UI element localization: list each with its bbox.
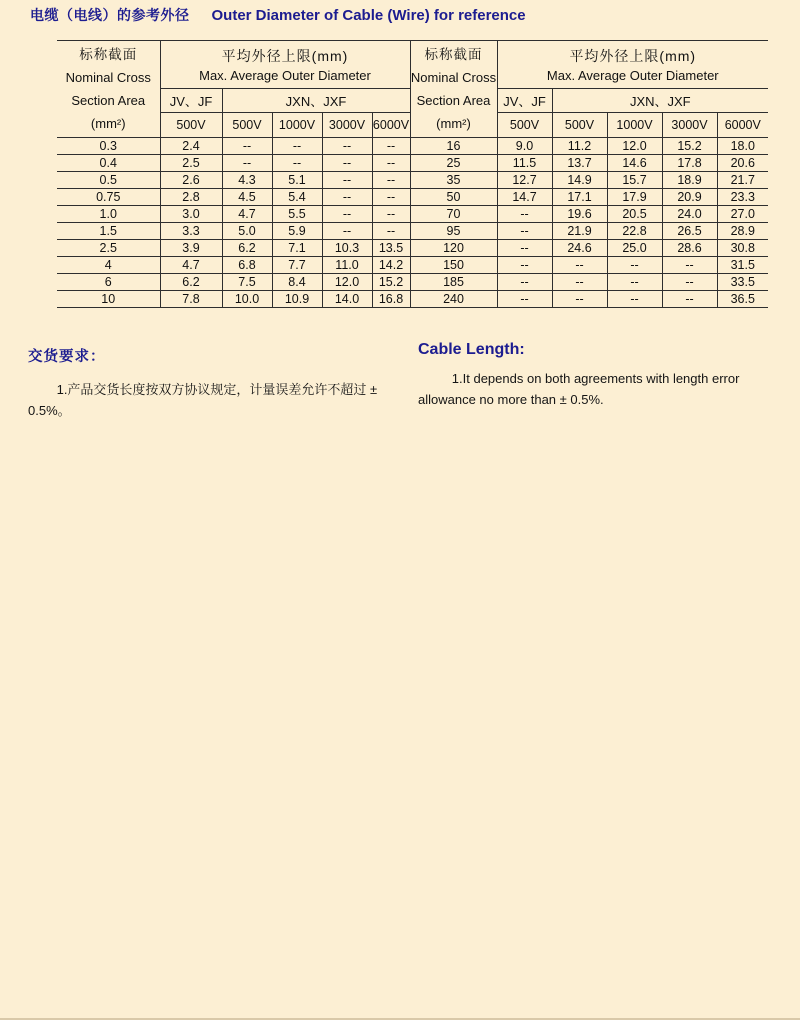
table-cell: 5.4	[272, 189, 322, 206]
table-cell: --	[372, 172, 410, 189]
table-cell: 15.2	[372, 274, 410, 291]
table-cell: --	[322, 172, 372, 189]
delivery-requirements-note	[28, 345, 408, 422]
table-cell: 26.5	[662, 223, 717, 240]
table-cell: 22.8	[607, 223, 662, 240]
table-cell: 95	[410, 223, 497, 240]
table-cell: --	[607, 257, 662, 274]
table-cell: 6.2	[222, 240, 272, 257]
max-avg-outer-diameter-header-right	[497, 41, 768, 89]
table-cell: 2.5	[57, 240, 160, 257]
table-row	[57, 257, 768, 274]
table-cell: 25.0	[607, 240, 662, 257]
table-cell: 12.0	[607, 138, 662, 155]
table-cell: 7.7	[272, 257, 322, 274]
table-cell: 2.8	[160, 189, 222, 206]
table-cell: 11.5	[497, 155, 552, 172]
page-title-chinese: 电缆（电线）的参考外径	[30, 7, 190, 23]
table-row	[57, 223, 768, 240]
table-cell: 185	[410, 274, 497, 291]
table-cell: 3.9	[160, 240, 222, 257]
page-title	[30, 5, 526, 25]
table-cell: --	[552, 274, 607, 291]
cable-length-heading: Cable Length:	[418, 341, 525, 358]
table-cell: 36.5	[717, 291, 768, 308]
table-cell: 240	[410, 291, 497, 308]
delivery-requirements-text: 1.产品交货长度按双方协议规定，计量误差允许不超过 ± 0.5%。	[28, 382, 378, 419]
table-cell: 13.7	[552, 155, 607, 172]
table-cell: --	[607, 274, 662, 291]
table-row	[57, 240, 768, 257]
header-line: (mm²)	[90, 116, 126, 131]
voltage-header: 3000V	[322, 113, 372, 138]
max-avg-outer-diameter-header-left	[160, 41, 410, 89]
voltage-header: 3000V	[662, 113, 717, 138]
table-cell: 23.3	[717, 189, 768, 206]
group-jxn-jxf-right: JXN、JXF	[552, 89, 768, 113]
table-cell: 20.6	[717, 155, 768, 172]
table-row	[57, 155, 768, 172]
table-cell: 11.0	[322, 257, 372, 274]
table-cell: 19.6	[552, 206, 607, 223]
group-jv-jf-right: JV、JF	[497, 89, 552, 113]
table-cell: 150	[410, 257, 497, 274]
table-cell: 50	[410, 189, 497, 206]
table-cell: --	[607, 291, 662, 308]
table-cell: --	[272, 138, 322, 155]
table-cell: --	[497, 223, 552, 240]
header-line: 平均外径上限(mm)	[221, 47, 349, 64]
table-cell: 35	[410, 172, 497, 189]
table-cell: --	[272, 155, 322, 172]
table-cell: 10	[57, 291, 160, 308]
table-cell: 2.4	[160, 138, 222, 155]
table-cell: 21.7	[717, 172, 768, 189]
table-cell: 27.0	[717, 206, 768, 223]
table-cell: 17.1	[552, 189, 607, 206]
table-cell: 16.8	[372, 291, 410, 308]
header-line: Nominal Cross	[410, 70, 497, 85]
delivery-requirements-heading: 交货要求：	[28, 349, 106, 365]
table-cell: 10.9	[272, 291, 322, 308]
table-cell: 16	[410, 138, 497, 155]
table-cell: 14.2	[372, 257, 410, 274]
table-row	[57, 138, 768, 155]
voltage-header: 500V	[497, 113, 552, 138]
nominal-cross-section-header-right	[410, 41, 497, 138]
table-cell: --	[552, 257, 607, 274]
table-cell: --	[322, 155, 372, 172]
table-cell: 0.75	[57, 189, 160, 206]
voltage-header: 500V	[222, 113, 272, 138]
table-cell: 3.3	[160, 223, 222, 240]
table-cell: 20.9	[662, 189, 717, 206]
table-cell: 0.5	[57, 172, 160, 189]
table-cell: 7.5	[222, 274, 272, 291]
table-body	[57, 138, 768, 308]
table-cell: --	[497, 206, 552, 223]
table-cell: 4.7	[160, 257, 222, 274]
table-cell: 120	[410, 240, 497, 257]
header-line: Section Area	[416, 93, 491, 108]
table-cell: 0.3	[57, 138, 160, 155]
group-jv-jf-left: JV、JF	[160, 89, 222, 113]
header-line: Max. Average Outer Diameter	[199, 67, 371, 83]
voltage-header: 6000V	[717, 113, 768, 138]
table-cell: 28.9	[717, 223, 768, 240]
table-cell: 20.5	[607, 206, 662, 223]
table-cell: --	[222, 155, 272, 172]
table-cell: 25	[410, 155, 497, 172]
table-cell: --	[322, 138, 372, 155]
table-cell: --	[322, 223, 372, 240]
table-cell: --	[322, 189, 372, 206]
table-cell: 18.9	[662, 172, 717, 189]
table-cell: 7.1	[272, 240, 322, 257]
table-cell: 5.1	[272, 172, 322, 189]
table-cell: 13.5	[372, 240, 410, 257]
cable-length-note	[418, 341, 780, 411]
voltage-header: 500V	[160, 113, 222, 138]
table-cell: 5.5	[272, 206, 322, 223]
table-cell: 24.6	[552, 240, 607, 257]
header-row-1	[57, 41, 768, 89]
table-cell: --	[552, 291, 607, 308]
table-cell: 4.7	[222, 206, 272, 223]
table-cell: 33.5	[717, 274, 768, 291]
table-cell: 28.6	[662, 240, 717, 257]
voltage-header: 1000V	[272, 113, 322, 138]
table-cell: --	[222, 138, 272, 155]
table-cell: 7.8	[160, 291, 222, 308]
table-cell: 14.7	[497, 189, 552, 206]
table-cell: --	[662, 291, 717, 308]
table-cell: 17.8	[662, 155, 717, 172]
header-line: Section Area	[71, 93, 146, 108]
nominal-cross-section-header-left	[57, 41, 160, 138]
table-cell: 12.0	[322, 274, 372, 291]
voltage-header: 500V	[552, 113, 607, 138]
table-cell: --	[662, 274, 717, 291]
table-cell: 18.0	[717, 138, 768, 155]
voltage-header: 1000V	[607, 113, 662, 138]
table-row	[57, 189, 768, 206]
table-cell: 5.0	[222, 223, 272, 240]
table-row	[57, 291, 768, 308]
table-cell: 1.0	[57, 206, 160, 223]
table-cell: 15.2	[662, 138, 717, 155]
header-line: 平均外径上限(mm)	[569, 47, 697, 64]
table-cell: --	[372, 189, 410, 206]
table-cell: 15.7	[607, 172, 662, 189]
table-cell: 3.0	[160, 206, 222, 223]
table-cell: 2.6	[160, 172, 222, 189]
table-cell: 10.3	[322, 240, 372, 257]
header-line: Nominal Cross	[65, 70, 151, 85]
voltage-header: 6000V	[372, 113, 410, 138]
table-cell: --	[497, 274, 552, 291]
table-cell: 0.4	[57, 155, 160, 172]
table-cell: --	[497, 240, 552, 257]
group-jxn-jxf-left: JXN、JXF	[222, 89, 410, 113]
table-cell: 17.9	[607, 189, 662, 206]
table-cell: 14.0	[322, 291, 372, 308]
table-cell: 9.0	[497, 138, 552, 155]
table-cell: 6.2	[160, 274, 222, 291]
table-cell: --	[497, 291, 552, 308]
table-cell: 6.8	[222, 257, 272, 274]
table-cell: 2.5	[160, 155, 222, 172]
table-cell: --	[372, 155, 410, 172]
table-cell: 4	[57, 257, 160, 274]
header-line: Max. Average Outer Diameter	[546, 67, 719, 83]
table-cell: 30.8	[717, 240, 768, 257]
page-title-english: Outer Diameter of Cable (Wire) for reference	[211, 7, 526, 24]
table-cell: 14.6	[607, 155, 662, 172]
table-cell: 14.9	[552, 172, 607, 189]
header-line: (mm²)	[436, 116, 471, 131]
table-cell: 6	[57, 274, 160, 291]
table-cell: 8.4	[272, 274, 322, 291]
table-cell: --	[322, 206, 372, 223]
table-cell: 10.0	[222, 291, 272, 308]
table-cell: 5.9	[272, 223, 322, 240]
header-line: 标称截面	[424, 47, 483, 62]
table-row	[57, 274, 768, 291]
table-row	[57, 206, 768, 223]
table-cell: 12.7	[497, 172, 552, 189]
table-cell: 4.3	[222, 172, 272, 189]
table-cell: 31.5	[717, 257, 768, 274]
table-cell: --	[372, 206, 410, 223]
table-cell: 11.2	[552, 138, 607, 155]
table-cell: 24.0	[662, 206, 717, 223]
table-cell: --	[372, 223, 410, 240]
table-cell: --	[497, 257, 552, 274]
table-cell: --	[372, 138, 410, 155]
outer-diameter-table	[57, 40, 768, 308]
cable-length-text: 1.It depends on both agreements with length error allowance no more than ± 0.5%.	[418, 371, 740, 407]
header-line: 标称截面	[79, 47, 138, 62]
table-cell: 4.5	[222, 189, 272, 206]
table-cell: 70	[410, 206, 497, 223]
table-cell: --	[662, 257, 717, 274]
table-cell: 21.9	[552, 223, 607, 240]
table-row	[57, 172, 768, 189]
table-cell: 1.5	[57, 223, 160, 240]
